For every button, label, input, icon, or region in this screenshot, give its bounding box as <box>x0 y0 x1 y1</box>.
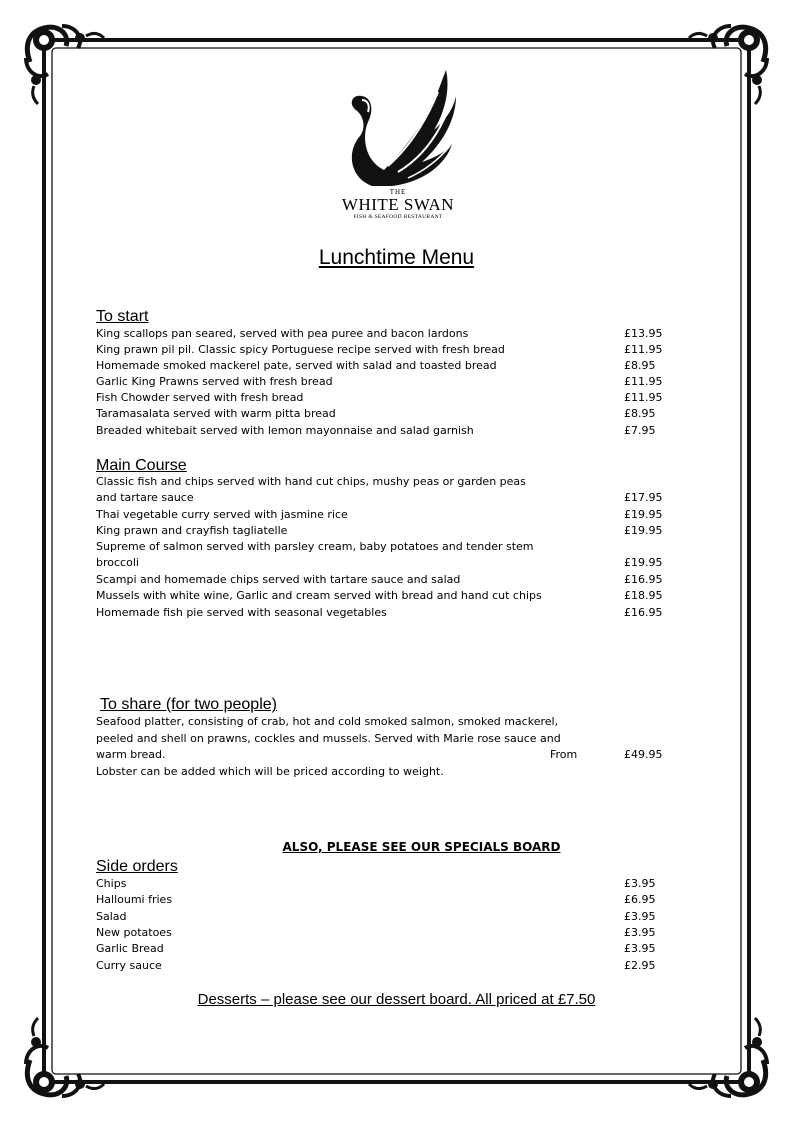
menu-item <box>96 507 666 523</box>
menu-item <box>96 490 666 506</box>
item-price: £18.95 <box>624 589 663 602</box>
corner-ornament-br <box>689 1018 767 1096</box>
item-description: Supreme of salmon served with parsley cream, baby potatoes and tender stem <box>96 540 534 553</box>
corner-ornament-tl <box>26 26 104 104</box>
item-description: Homemade fish pie served with seasonal vegetables <box>96 606 387 619</box>
menu-item <box>96 342 666 358</box>
menu-item <box>96 958 666 974</box>
menu-item <box>96 555 666 571</box>
item-description: Seafood platter, consisting of crab, hot and cold smoked salmon, smoked mackerel, <box>96 715 559 728</box>
swan-logo-icon <box>338 66 458 188</box>
item-description: broccoli <box>96 556 139 569</box>
item-description: Garlic King Prawns served with fresh bread <box>96 375 333 388</box>
item-price: £16.95 <box>624 573 663 586</box>
item-price: £17.95 <box>624 491 663 504</box>
menu-item <box>96 925 666 941</box>
item-price: £2.95 <box>624 959 656 972</box>
menu-item <box>96 474 666 490</box>
logo-subtitle-text: FISH & SEAFOOD RESTAURANT <box>353 214 443 220</box>
menu-item <box>96 423 666 439</box>
item-price: £3.95 <box>624 942 656 955</box>
item-description: Mussels with white wine, Garlic and cream served with bread and hand cut chips <box>96 589 542 602</box>
menu-item <box>96 358 666 374</box>
item-description: Breaded whitebait served with lemon mayonnaise and salad garnish <box>96 424 474 437</box>
menu-item <box>96 605 666 621</box>
menu-item <box>96 588 666 604</box>
section-heading-sides: Side orders <box>96 858 178 875</box>
corner-ornament-tr <box>689 26 767 104</box>
menu-item <box>96 572 666 588</box>
item-price: £11.95 <box>624 343 663 356</box>
menu-item <box>96 523 666 539</box>
item-description: Salad <box>96 910 127 923</box>
item-description: Lobster can be added which will be priced according to weight. <box>96 765 444 778</box>
menu-item <box>96 539 666 555</box>
item-price: £13.95 <box>624 327 663 340</box>
item-price: £7.95 <box>624 424 656 437</box>
item-price: £8.95 <box>624 407 656 420</box>
item-description: Chips <box>96 877 127 890</box>
share-note <box>96 764 666 780</box>
logo-the-text: THE <box>389 188 407 196</box>
item-price: £8.95 <box>624 359 656 372</box>
menu-title: Lunchtime Menu <box>318 246 475 269</box>
specials-board-notice: ALSO, PLEASE SEE OUR SPECIALS BOARD <box>282 840 561 854</box>
item-description: Halloumi fries <box>96 893 173 906</box>
item-price: £11.95 <box>624 375 663 388</box>
dessert-notice: Desserts – please see our dessert board. All priced at £7.50 <box>197 991 596 1008</box>
logo-name-text: WHITE SWAN <box>341 195 455 214</box>
menu-item <box>96 374 666 390</box>
item-price: £19.95 <box>624 508 663 521</box>
item-price: £11.95 <box>624 391 663 404</box>
item-price: £16.95 <box>624 606 663 619</box>
share-line <box>96 747 666 763</box>
restaurant-logo <box>330 66 466 220</box>
section-heading-mains: Main Course <box>96 457 187 474</box>
menu-item <box>96 390 666 406</box>
section-heading-share: To share (for two people) <box>100 696 277 713</box>
menu-item <box>96 909 666 925</box>
item-price: £3.95 <box>624 910 656 923</box>
corner-ornament-bl <box>26 1018 104 1096</box>
menu-item <box>96 941 666 957</box>
item-description: Garlic Bread <box>96 942 164 955</box>
item-description: Fish Chowder served with fresh bread <box>96 391 304 404</box>
item-description: Scampi and homemade chips served with tartare sauce and salad <box>96 573 461 586</box>
item-description: King scallops pan seared, served with pea puree and bacon lardons <box>96 327 469 340</box>
item-price: £19.95 <box>624 524 663 537</box>
menu-item <box>96 876 666 892</box>
item-price: £3.95 <box>624 877 656 890</box>
item-description: Homemade smoked mackerel pate, served with salad and toasted bread <box>96 359 497 372</box>
share-line <box>96 714 666 730</box>
item-description: King prawn pil pil. Classic spicy Portuguese recipe served with fresh bread <box>96 343 505 356</box>
item-description: peeled and shell on prawns, cockles and mussels. Served with Marie rose sauce and <box>96 732 561 745</box>
item-price: £49.95 <box>624 748 663 761</box>
from-label: From <box>550 748 578 761</box>
item-price: £3.95 <box>624 926 656 939</box>
item-description: Classic fish and chips served with hand cut chips, mushy peas or garden peas <box>96 475 526 488</box>
item-description: warm bread. <box>96 748 166 761</box>
menu-item <box>96 406 666 422</box>
item-description: and tartare sauce <box>96 491 194 504</box>
item-price: £6.95 <box>624 893 656 906</box>
item-description: New potatoes <box>96 926 172 939</box>
item-description: Taramasalata served with warm pitta bread <box>96 407 336 420</box>
menu-item <box>96 892 666 908</box>
item-description: King prawn and crayfish tagliatelle <box>96 524 288 537</box>
share-line <box>96 731 666 747</box>
item-description: Thai vegetable curry served with jasmine rice <box>96 508 348 521</box>
menu-item <box>96 326 666 342</box>
item-description: Curry sauce <box>96 959 162 972</box>
item-price: £19.95 <box>624 556 663 569</box>
section-heading-starters: To start <box>96 308 149 325</box>
